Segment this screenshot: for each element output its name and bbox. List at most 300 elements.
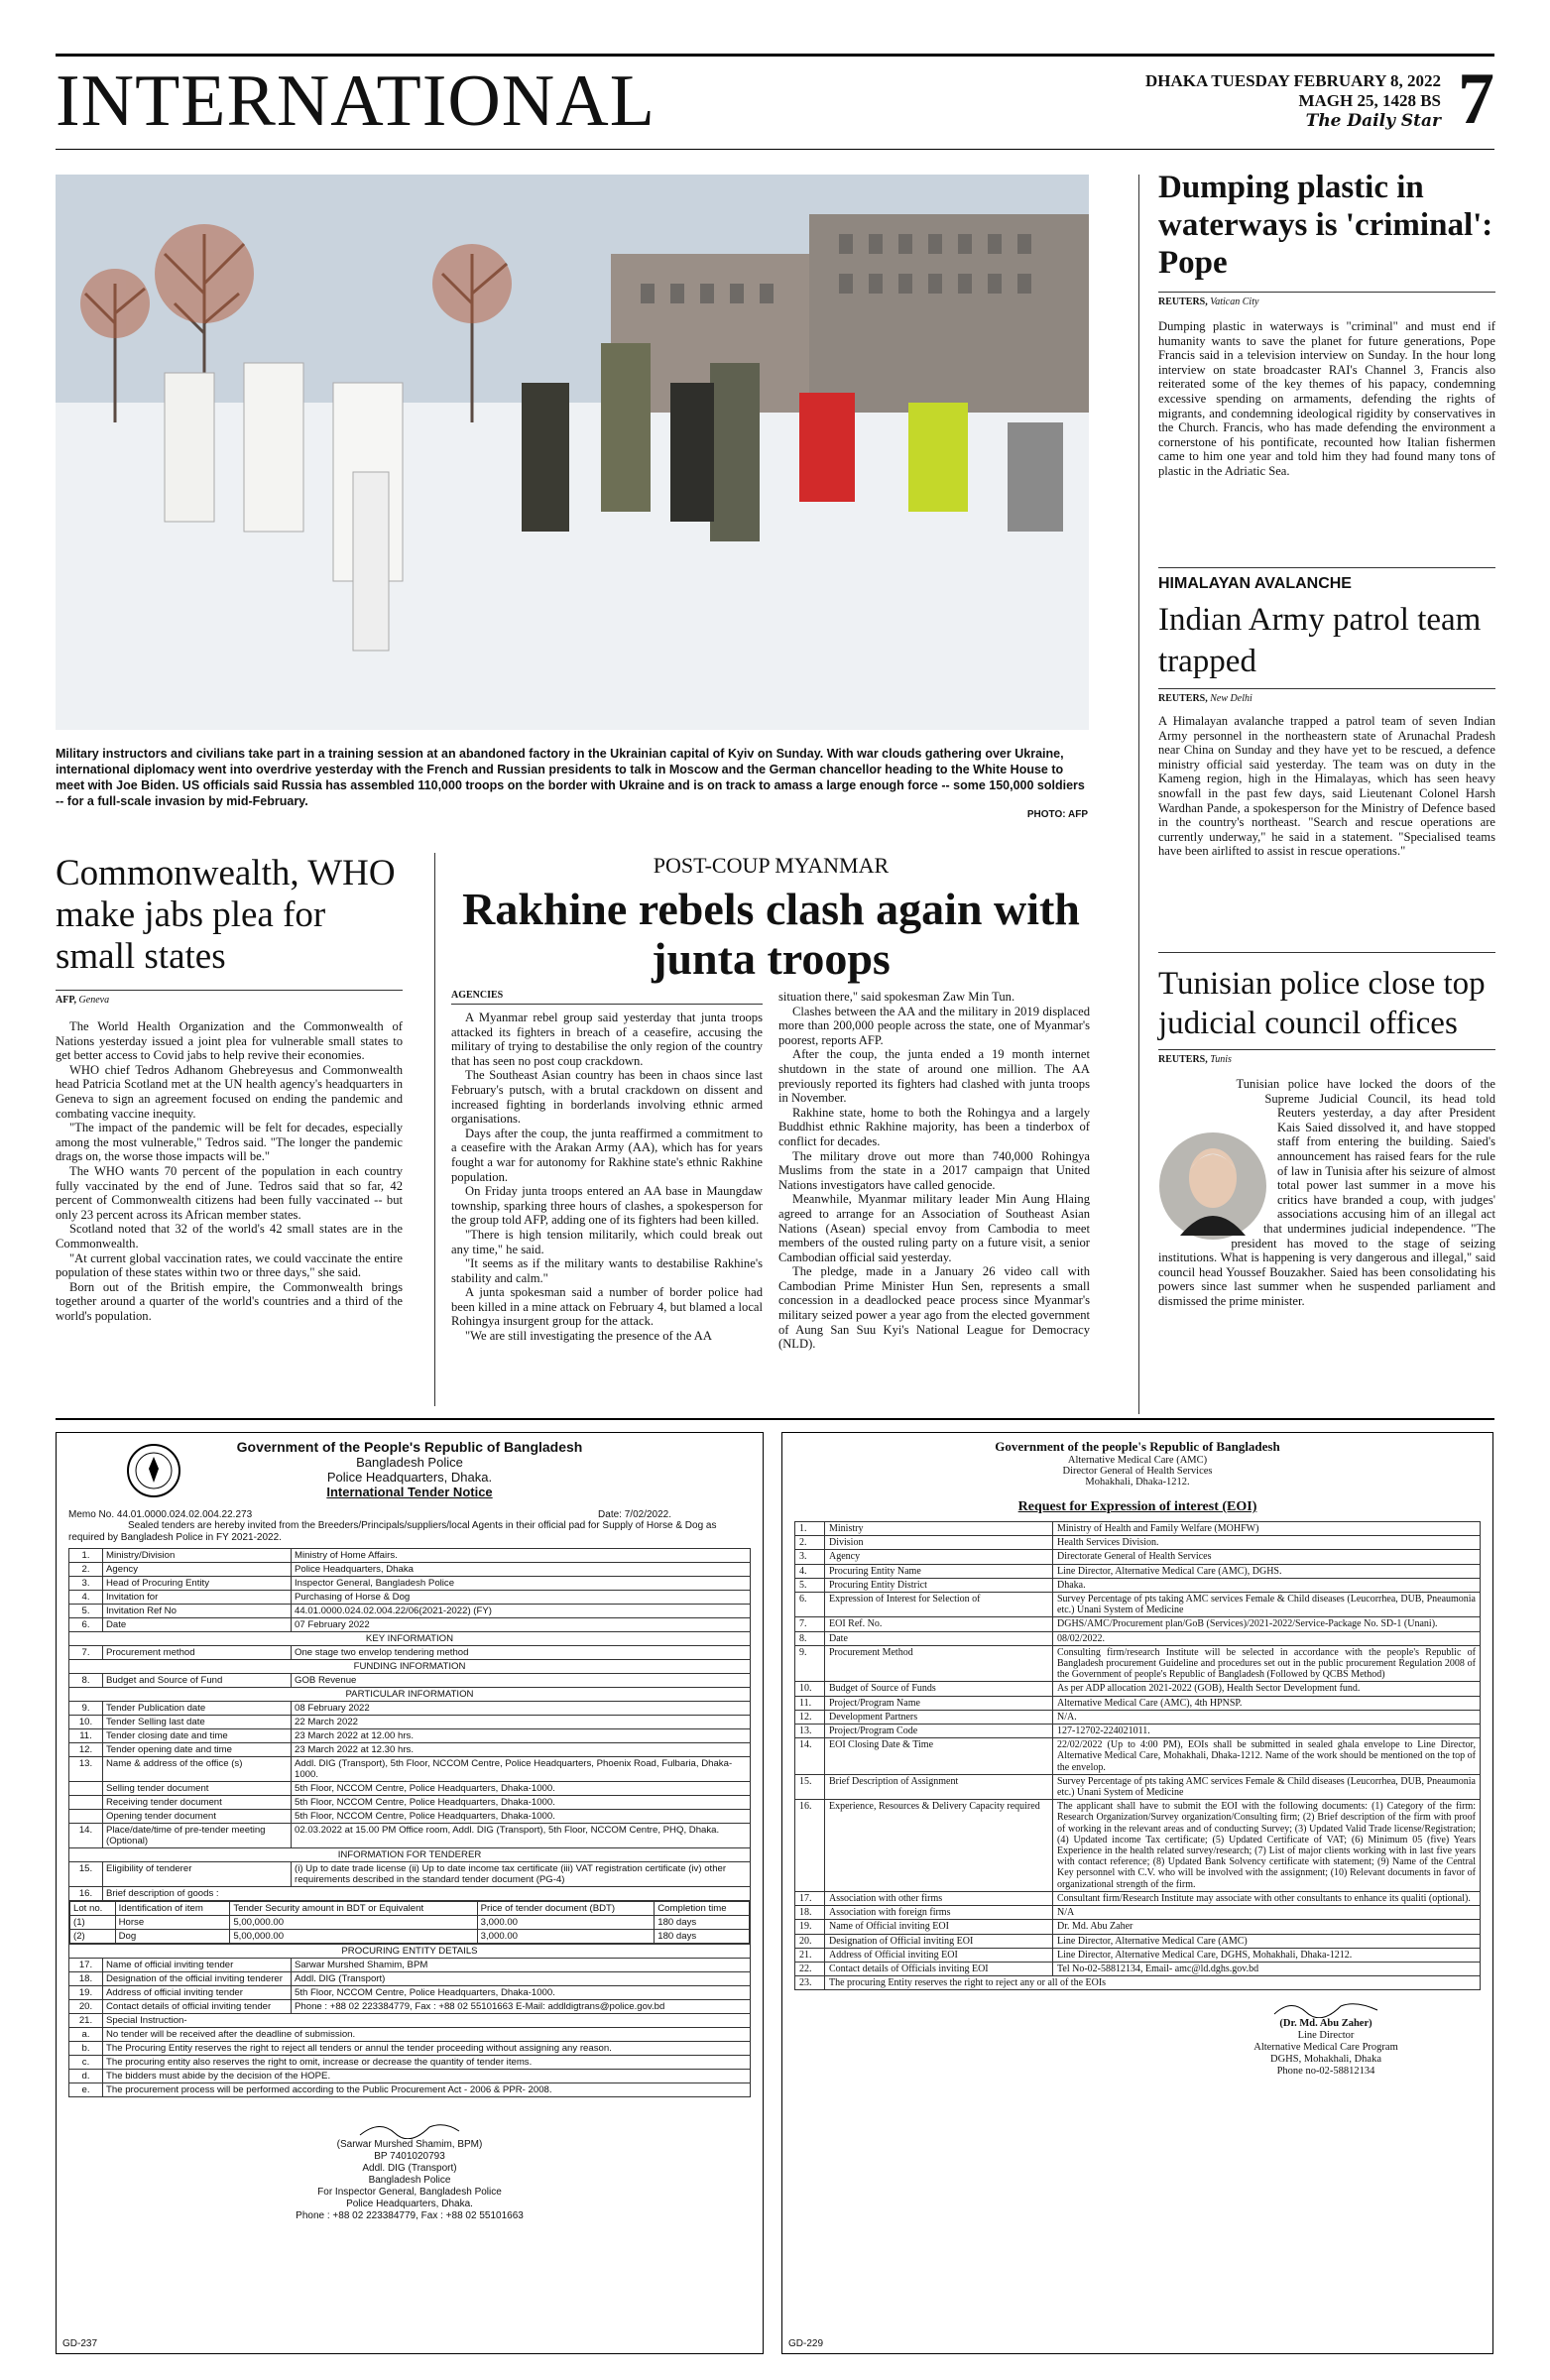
tender2-l3: Mohakhali, Dhaka-1212.	[1085, 1477, 1190, 1488]
table-row	[69, 1577, 751, 1591]
table-cell	[69, 1782, 103, 1796]
table-cell: 18.	[69, 1972, 103, 1986]
table-row	[795, 1774, 1481, 1799]
tender2-l2: Director General of Health Services	[1062, 1466, 1213, 1477]
table-cell: 19.	[69, 1986, 103, 2000]
who-paragraph: "The impact of the pandemic will be felt for decades, especially among the most vulnerable," Tedros said. "The longer the pandemic drags on, the worse those impacts will be."	[56, 1121, 403, 1164]
table-row	[69, 1591, 751, 1605]
pope-body: Dumping plastic in waterways is "criminal" and must end if humanity wants to save the planet for future generations, Pope Francis said in a television interview on Sunday. In the hour long interview on state broadcaster RAI's Channel 3, Francis also reiterated some of the key themes of his papacy, condemning excessive spending on armaments, defending the rights of migrants, and condemning ideological rigidity by conservatives in the Church. Francis, who has made defending the environment a cornerstone of his pontificate, recounted how Italian fishermen came to him one year and told him they had found many tons of plastic in the Adriatic Sea.	[1158, 319, 1495, 478]
table-row	[795, 1710, 1481, 1724]
myanmar-byline: AGENCIES	[451, 990, 763, 1005]
table-row	[795, 1550, 1481, 1564]
table-cell: d.	[69, 2070, 103, 2083]
table-cell: (i) Up to date trade license (ii) Up to date income tax certificate (iii) VAT registration certificate (iv) other requirements described in the standard tender document (PG-4)	[292, 1862, 751, 1887]
table-cell: 21.	[795, 1948, 825, 1962]
table-row	[69, 1743, 751, 1757]
table-cell: 15.	[795, 1774, 825, 1799]
table-row	[795, 1920, 1481, 1934]
table-cell: 16.	[795, 1800, 825, 1892]
table-cell: 08/02/2022.	[1053, 1631, 1481, 1645]
table-row	[795, 1578, 1481, 1592]
section-header: INFORMATION FOR TENDERER	[69, 1848, 751, 1862]
who-byline	[56, 990, 403, 1006]
signature-scribble	[68, 2117, 751, 2139]
table-cell: 22.	[795, 1962, 825, 1975]
table-cell: 1.	[69, 1549, 103, 1563]
date-line-1: DHAKA TUESDAY FEBRUARY 8, 2022	[1144, 71, 1441, 90]
table-cell: (2)	[70, 1930, 116, 1944]
table-cell: 12.	[69, 1743, 103, 1757]
pope-story	[1158, 169, 1495, 479]
tender1-sign-line: Addl. DIG (Transport)	[362, 2163, 457, 2174]
avalanche-byline-place: New Delhi	[1210, 693, 1252, 704]
table-row	[795, 1696, 1481, 1710]
table-cell: Addl. DIG (Transport), 5th Floor, NCCOM Centre, Police Headquarters, Phoenix Road, Fulbaria, Dhaka-1000.	[292, 1757, 751, 1782]
table-cell: 2.	[69, 1563, 103, 1577]
pope-byline	[1158, 292, 1495, 307]
table-cell: 4.	[795, 1564, 825, 1578]
table-cell: 5.	[69, 1605, 103, 1618]
table-cell: 5th Floor, NCCOM Centre, Police Headquarters, Dhaka-1000.	[292, 1810, 751, 1824]
table-cell: 7.	[69, 1646, 103, 1660]
who-paragraph: Born out of the British empire, the Commonwealth brings together around a quarter of the world's countries and a third of the world's population.	[56, 1279, 403, 1323]
table-cell: 23 March 2022 at 12.30 hrs.	[292, 1743, 751, 1757]
table-cell: 5,00,000.00	[230, 1916, 477, 1930]
table-cell: The procuring entity also reserves the right to omit, increase or decrease the quantity of tender items.	[103, 2056, 751, 2070]
table-cell: Procuring Entity Name	[825, 1564, 1053, 1578]
tender1-table	[68, 1548, 751, 2097]
table-cell: 22/02/2022 (Up to 4:00 PM), EOIs shall be submitted in sealed ghala envelope to Line Director, Alternative Medical Care, Mohakhali, Dhaka-1212. Name of the work should be mentioned on the top of the envelop.	[1053, 1738, 1481, 1775]
snow-scene-illustration	[56, 175, 1089, 730]
table-cell: GOB Revenue	[292, 1674, 751, 1688]
section-header: KEY INFORMATION	[69, 1632, 751, 1646]
table-cell: 02.03.2022 at 15.00 PM Office room, Addl. DIG (Transport), 5th Floor, NCCOM Centre, PHQ, Dhaka.	[292, 1824, 751, 1848]
table-cell: Price of tender document (BDT)	[477, 1902, 655, 1916]
table-cell: 14.	[795, 1738, 825, 1775]
table-row	[69, 1660, 751, 1674]
table-cell: b.	[69, 2042, 103, 2056]
who-headline: Commonwealth, WHO make jabs plea for small states	[56, 853, 396, 977]
table-cell: Identification of item	[115, 1902, 230, 1916]
tender1-sign-line: Phone : +88 02 223384779, Fax : +88 02 55101663	[296, 2210, 524, 2221]
tender2-signature	[1171, 1998, 1481, 2078]
date-line-2: MAGH 25, 1428 BS	[1298, 91, 1441, 110]
table-cell: 22 March 2022	[292, 1716, 751, 1729]
top-rule	[56, 54, 1494, 57]
table-cell: Contact details of official inviting tender	[103, 2000, 292, 2014]
tender1-date: Date: 7/02/2022.	[598, 1509, 671, 1520]
table-row	[69, 1810, 751, 1824]
amc-eoi-notice	[781, 1432, 1493, 2354]
table-cell: Place/date/time of pre-tender meeting (Optional)	[103, 1824, 292, 1848]
table-row	[795, 1645, 1481, 1682]
table-row	[69, 1945, 751, 1959]
table-row	[795, 1631, 1481, 1645]
table-row	[69, 1986, 751, 2000]
tender2-l1: Alternative Medical Care (AMC)	[1067, 1455, 1208, 1466]
table-cell: Horse	[115, 1916, 230, 1930]
tender1-gd: GD-237	[62, 2338, 98, 2349]
table-cell: 21.	[69, 2014, 103, 2028]
table-cell: As per ADP allocation 2021-2022 (GOB), Health Sector Development fund.	[1053, 1682, 1481, 1696]
myanmar-paragraph: On Friday junta troops entered an AA base in Maungdaw township, sparking three hours of clashes, a spokesperson for the group told AFP, adding one of its fighters had been killed.	[451, 1184, 763, 1228]
table-cell: The Procuring Entity reserves the right to reject all tenders or annul the tender proceeding without assigning any reason.	[103, 2042, 751, 2056]
table-row	[69, 1549, 751, 1563]
table-row	[795, 1800, 1481, 1892]
tender1-sign-line: (Sarwar Murshed Shamim, BPM)	[336, 2139, 483, 2150]
tender1-gov: Government of the People's Republic of Bangladesh	[236, 1439, 583, 1455]
table-cell: 7.	[795, 1617, 825, 1631]
table-cell: The procurement process will be performed according to the Public Procurement Act - 2006 & PPR- 2008.	[103, 2083, 751, 2097]
myanmar-paragraph: Meanwhile, Myanmar military leader Min Aung Hlaing agreed to arrange for an Association of Southeast Asian Nations (Asean) special envoy from Cambodia to meet members of the ousted ruling party on a future visit, a senior Cambodian official said yesterday.	[778, 1192, 1090, 1264]
table-row	[69, 1848, 751, 1862]
myanmar-paragraph: A Myanmar rebel group said yesterday that junta troops attacked its fighters in breach of a ceasefire, accusing the military of trying to destabilise the only region of the country that has seen no post coup crackdown.	[451, 1011, 763, 1068]
tender2-sign-line: DGHS, Mohakhali, Dhaka	[1270, 2054, 1381, 2066]
avalanche-byline-agency: REUTERS,	[1158, 693, 1208, 704]
table-row	[69, 1702, 751, 1716]
table-row	[795, 1617, 1481, 1631]
table-cell: Budget of Source of Funds	[825, 1682, 1053, 1696]
table-cell: Survey Percentage of pts taking AMC services Female & Child diseases (Leucorrhea, DUB, Pneaumonia etc.) Unani System of Medicine	[1053, 1593, 1481, 1617]
table-cell: Name & address of the office (s)	[103, 1757, 292, 1782]
table-cell: The bidders must abide by the decision of the HOPE.	[103, 2070, 751, 2083]
tender2-gov: Government of the people's Republic of Bangladesh	[995, 1439, 1280, 1454]
table-cell: Address of official inviting tender	[103, 1986, 292, 2000]
table-cell: 3.	[69, 1577, 103, 1591]
tender1-org1: Bangladesh Police	[356, 1455, 463, 1470]
ads-rule	[56, 1418, 1494, 1420]
photo-credit: PHOTO: AFP	[1026, 809, 1088, 820]
table-row	[69, 2056, 751, 2070]
avalanche-story	[1158, 575, 1495, 859]
who-byline-agency: AFP,	[56, 995, 77, 1006]
who-paragraph: Scotland noted that 32 of the world's 42 small states are in the Commonwealth.	[56, 1222, 403, 1250]
goods-cell	[69, 1901, 751, 1945]
table-cell: 15.	[69, 1862, 103, 1887]
who-paragraph: The WHO wants 70 percent of the population in each country fully vaccinated by the end of June. Tedros said that so far, 42 percent of Commonwealth citizens had been fully vaccinated -- but only 23 percent across its African member states.	[56, 1163, 403, 1222]
table-cell: 5th Floor, NCCOM Centre, Police Headquarters, Dhaka-1000.	[292, 1796, 751, 1810]
table-row	[69, 1632, 751, 1646]
table-cell: 6.	[795, 1593, 825, 1617]
table-row	[795, 1906, 1481, 1920]
portrait-illustration	[1158, 1127, 1267, 1246]
table-cell: a.	[69, 2028, 103, 2042]
table-cell: 3,000.00	[477, 1930, 655, 1944]
table-cell: No tender will be received after the deadline of submission.	[103, 2028, 751, 2042]
table-cell: Ministry	[825, 1522, 1053, 1536]
table-cell: Tender Selling last date	[103, 1716, 292, 1729]
who-paragraph: The World Health Organization and the Commonwealth of Nations yesterday issued a joint plea for vulnerable small states to get better access to Covid jabs to help revive their economies.	[56, 1019, 403, 1063]
myanmar-paragraph: After the coup, the junta ended a 19 month internet shutdown in the state of around one million. The AA previously reported its fighters had clashed with junta troops in November.	[778, 1047, 1090, 1106]
table-cell: Inspector General, Bangladesh Police	[292, 1577, 751, 1591]
table-cell: 4.	[69, 1591, 103, 1605]
table-cell: 14.	[69, 1824, 103, 1848]
goods-table	[69, 1901, 750, 1944]
myanmar-col-1	[451, 990, 763, 1352]
table-row	[69, 1605, 751, 1618]
table-cell: Contact details of Officials inviting EOI	[825, 1962, 1053, 1975]
table-cell: 2.	[795, 1536, 825, 1550]
table-cell: 180 days	[655, 1916, 750, 1930]
table-row	[795, 1962, 1481, 1975]
myanmar-paragraph: Days after the coup, the junta reaffirmed a commitment to a ceasefire with the Arakan Army (AA), which has for years fought a war for autonomy for Rakhine state's ethnic Rakhine population.	[451, 1126, 763, 1184]
table-cell: Association with foreign firms	[825, 1906, 1053, 1920]
sidebar-rule	[1158, 567, 1495, 568]
table-cell: 23.	[795, 1976, 825, 1990]
table-cell: Lot no.	[70, 1902, 116, 1916]
table-row	[69, 1782, 751, 1796]
myanmar-columns	[451, 990, 1091, 1352]
table-cell: 180 days	[655, 1930, 750, 1944]
avalanche-body: A Himalayan avalanche trapped a patrol team of seven Indian Army personnel in the northeastern state of Arunachal Pradesh near China on Sunday and they have yet to be rescued, a defence ministry official said yesterday. The team was on duty in the Kameng region, high in the Himalayas, which has seen heavy snowfall in the past few days, said Lieutenant Colonel Harsh Wardhan Pande, a spokesperson for the Ministry of Defence based in the country's northeast. "Search and rescue operations are currently underway," he said in a statement. "Specialised teams have been airlifted to assist in rescue operations."	[1158, 714, 1495, 859]
table-cell: Consultant firm/Research Institute may associate with other consultants to enhance its qualiti (optional).	[1053, 1891, 1481, 1905]
myanmar-story	[451, 853, 1091, 1352]
table-cell: Ministry/Division	[103, 1549, 292, 1563]
table-cell: Association with other firms	[825, 1891, 1053, 1905]
table-cell: Tel No-02-58812134, Email- amc@ld.dghs.gov.bd	[1053, 1962, 1481, 1975]
myanmar-paragraph: The pledge, made in a January 26 video call with Cambodian Prime Minister Hun Sen, represents a small concession in a deadlocked peace process since Myanmar's military seized power a year ago from the elected government of Aung San Suu Kyi's National League for Democracy (NLD).	[778, 1264, 1090, 1352]
table-row	[795, 1536, 1481, 1550]
tunisia-story	[1158, 964, 1495, 1309]
table-row	[69, 1716, 751, 1729]
tender2-sign-line: Line Director	[1297, 2030, 1355, 2042]
table-cell: 8.	[795, 1631, 825, 1645]
table-row	[795, 1976, 1481, 1990]
table-cell: Name of Official inviting EOI	[825, 1920, 1053, 1934]
table-cell: Dhaka.	[1053, 1578, 1481, 1592]
column-divider	[434, 853, 435, 1406]
table-cell: Police Headquarters, Dhaka	[292, 1563, 751, 1577]
table-cell: 17.	[69, 1959, 103, 1972]
table-row	[69, 1757, 751, 1782]
table-cell: Opening tender document	[103, 1810, 292, 1824]
tender1-org2: Police Headquarters, Dhaka.	[326, 1470, 493, 1485]
table-cell: Purchasing of Horse & Dog	[292, 1591, 751, 1605]
table-cell: Budget and Source of Fund	[103, 1674, 292, 1688]
myanmar-paragraph: "There is high tension militarily, which could break out any time," he said.	[451, 1227, 763, 1256]
who-story	[56, 853, 403, 1323]
table-row	[69, 1862, 751, 1887]
table-cell: Ministry of Home Affairs.	[292, 1549, 751, 1563]
tunisia-byline-place: Tunis	[1210, 1054, 1232, 1065]
avalanche-kicker: HIMALAYAN AVALANCHE	[1158, 575, 1352, 592]
table-cell: Directorate General of Health Services	[1053, 1550, 1481, 1564]
table-cell: 20.	[795, 1934, 825, 1948]
table-cell: Line Director, Alternative Medical Care (AMC), DGHS.	[1053, 1564, 1481, 1578]
paper-name: The Daily Star	[1305, 111, 1441, 131]
table-cell: Project/Program Code	[825, 1725, 1053, 1738]
myanmar-paragraph: "It seems as if the military wants to destabilise Rakhine's stability and calm."	[451, 1256, 763, 1285]
table-cell: Experience, Resources & Delivery Capacity required	[825, 1800, 1053, 1892]
tunisia-byline	[1158, 1049, 1495, 1065]
section-header: PROCURING ENTITY DETAILS	[69, 1945, 751, 1959]
table-cell: 11.	[795, 1696, 825, 1710]
table-cell: 127-12702-224021011.	[1053, 1725, 1481, 1738]
table-cell: Expression of Interest for Selection of	[825, 1593, 1053, 1617]
table-row	[70, 1916, 750, 1930]
table-cell: Brief description of goods :	[103, 1887, 751, 1901]
table-row	[69, 1646, 751, 1660]
section-title: INTERNATIONAL	[56, 60, 656, 142]
table-cell: Procurement Method	[825, 1645, 1053, 1682]
table-cell: Division	[825, 1536, 1053, 1550]
table-cell: Name of official inviting tender	[103, 1959, 292, 1972]
table-cell: Head of Procuring Entity	[103, 1577, 292, 1591]
tender1-intro: Sealed tenders are hereby invited from the Breeders/Principals/suppliers/local Agents in their official pad for Supply of Horse & Dog as required by Bangladesh Police in FY 2021-2022.	[68, 1520, 717, 1543]
pope-headline: Dumping plastic in waterways is 'criminal': Pope	[1158, 170, 1493, 281]
table-cell: Special Instruction-	[103, 2014, 751, 2028]
table-cell: One stage two envelop tendering method	[292, 1646, 751, 1660]
table-cell: Addl. DIG (Transport)	[292, 1972, 751, 1986]
table-cell: 10.	[795, 1682, 825, 1696]
table-row	[69, 1563, 751, 1577]
table-cell: 17.	[795, 1891, 825, 1905]
table-cell: Date	[103, 1618, 292, 1632]
table-row	[69, 1824, 751, 1848]
myanmar-paragraph: A junta spokesman said a number of border police had been killed in a mine attack on February 4, but blamed a local Rohingya insurgent group for the attack.	[451, 1285, 763, 1329]
who-body	[56, 1019, 403, 1323]
tender2-sign-line: Alternative Medical Care Program	[1253, 2042, 1398, 2054]
table-cell: The procuring Entity reserves the right to reject any or all of the EOIs	[825, 1976, 1481, 1990]
table-row	[795, 1948, 1481, 1962]
pope-byline-place: Vatican City	[1210, 297, 1259, 307]
table-row	[69, 1688, 751, 1702]
tender2-sign-line: Phone no-02-58812134	[1276, 2066, 1375, 2078]
table-cell: EOI Ref. No.	[825, 1617, 1053, 1631]
myanmar-paragraph: The Southeast Asian country has been in chaos since last February's putsch, with a brutal crackdown on dissent and increased fighting in borderlands involving ethnic armed organisations.	[451, 1068, 763, 1127]
tender1-sign-line: Police Headquarters, Dhaka.	[346, 2199, 473, 2209]
table-row	[69, 1674, 751, 1688]
table-row	[70, 1930, 750, 1944]
tender1-memo: Memo No. 44.01.0000.024.02.004.22.273	[68, 1509, 253, 1520]
myanmar-paragraph: The military drove out more than 740,000 Rohingya Muslims from the state in a 2017 campaign that United Nations investigators have called genocide.	[778, 1148, 1090, 1192]
table-cell: Designation of Official inviting EOI	[825, 1934, 1053, 1948]
signature-icon	[350, 2117, 469, 2139]
table-cell: Tender Publication date	[103, 1702, 292, 1716]
table-row	[69, 2000, 751, 2014]
tender2-gd: GD-229	[788, 2338, 824, 2349]
photo-caption: Military instructors and civilians take part in a training session at an abandoned factory in the Ukrainian capital of Kyiv on Sunday. With war clouds gathering over Ukraine, international diplomacy went into overdrive yesterday with the French and Russian presidents to talk in Moscow and the German chancellor heading to the White House to meet with Joe Biden. US officials said Russia has assembled 110,000 troops on the border with Ukraine and is on track to amass a large enough force -- some 150,000 soldiers -- for a full-scale invasion by mid-February.	[56, 747, 1085, 808]
table-cell: Consulting firm/research Institute will be selected in accordance with the people's Republic of Bangladesh procurement Guideline and procedures set out in the public procurement Regulation 2008 of the Government of people's Republic of Bangladesh (Followed by QCBS Method)	[1053, 1645, 1481, 1682]
section-header: PARTICULAR INFORMATION	[69, 1688, 751, 1702]
signature-scribble	[1171, 1998, 1481, 2018]
table-cell: Tender Security amount in BDT or Equivalent	[230, 1902, 477, 1916]
table-cell: Completion time	[655, 1902, 750, 1916]
tender2-title: Request for Expression of interest (EOI)	[1017, 1499, 1257, 1514]
table-cell	[69, 1810, 103, 1824]
table-cell: Procuring Entity District	[825, 1578, 1053, 1592]
who-paragraph: WHO chief Tedros Adhanom Ghebreyesus and Commonwealth head Patricia Scotland met at the UN health agency's headquarters in Geneva to sign an agreement focused on ending the pandemic and combating vaccine inequity.	[56, 1062, 403, 1121]
table-cell: The applicant shall have to submit the EOI with the following documents: (1) Category of the firm: Research Organization/Survey organization/Consulting firm; (2) Brief description of the firm with proof of working in the relevant areas and of conducting Survey; (3) Updated Valid Trade license/Registration; (4) Updated income Tax certificate; (5) Updated Certificate of VAT; (6) Minimum 05 (five) Years Experience in the health related survey/research; (7) List of major clients working with in last five years with contact reference; (8) Updated Bank Solvency certificate with statement; (9) Name of the Central Key personnel with C.V. who will be involved with the assignment; (10) Relevant documents in favor of organizational strength of the firm.	[1053, 1800, 1481, 1892]
table-row	[69, 1729, 751, 1743]
table-cell: Survey Percentage of pts taking AMC services Female & Child diseases (Leucorrhea, DUB, Pneaumonia etc.) Unani System of Medicine	[1053, 1774, 1481, 1799]
myanmar-headline: Rakhine rebels clash again with junta troops	[462, 884, 1080, 984]
tunisia-headline: Tunisian police close top judicial council offices	[1158, 966, 1486, 1041]
page-number: 7	[1458, 59, 1494, 140]
table-cell: 07 February 2022	[292, 1618, 751, 1632]
table-cell: Receiving tender document	[103, 1796, 292, 1810]
tender1-signature	[68, 2117, 751, 2222]
table-cell: 5.	[795, 1578, 825, 1592]
table-cell: Ministry of Health and Family Welfare (MOHFW)	[1053, 1522, 1481, 1536]
president-portrait	[1158, 1127, 1267, 1246]
table-cell: Sarwar Murshed Shamim, BPM	[292, 1959, 751, 1972]
tender1-sign-line: For Inspector General, Bangladesh Police	[317, 2187, 502, 2198]
table-cell: N/A	[1053, 1906, 1481, 1920]
masthead-rule	[56, 149, 1494, 150]
who-paragraph: "At current global vaccination rates, we could vaccinate the entire population of these states within two or three days," she said.	[56, 1250, 403, 1280]
table-row	[69, 1796, 751, 1810]
table-cell	[69, 1796, 103, 1810]
table-row	[69, 2042, 751, 2056]
table-row	[69, 2028, 751, 2042]
table-cell: 3,000.00	[477, 1916, 655, 1930]
tender2-table	[794, 1521, 1481, 1990]
table-cell: Eligibility of tenderer	[103, 1862, 292, 1887]
table-row	[795, 1593, 1481, 1617]
table-cell: Brief Description of Assignment	[825, 1774, 1053, 1799]
who-byline-place: Geneva	[78, 995, 110, 1006]
table-cell: Tender closing date and time	[103, 1729, 292, 1743]
table-cell: 44.01.0000.024.02.004.22/06(2021-2022) (FY)	[292, 1605, 751, 1618]
table-cell: Procurement method	[103, 1646, 292, 1660]
signature-icon	[1266, 1998, 1385, 2018]
table-cell: Designation of the official inviting tenderer	[103, 1972, 292, 1986]
emblem-icon	[126, 1443, 181, 1498]
table-cell: Tender opening date and time	[103, 1743, 292, 1757]
myanmar-paragraph: Clashes between the AA and the military in 2019 displaced more than 200,000 people across the state, one of Myanmar's poorest, reports AFP.	[778, 1004, 1090, 1047]
pope-byline-agency: REUTERS,	[1158, 297, 1208, 307]
dateline	[1145, 71, 1441, 131]
myanmar-kicker: POST-COUP MYANMAR	[653, 853, 890, 878]
table-cell: Address of Official inviting EOI	[825, 1948, 1053, 1962]
table-cell: EOI Closing Date & Time	[825, 1738, 1053, 1775]
table-cell: Dog	[115, 1930, 230, 1944]
table-cell: e.	[69, 2083, 103, 2097]
myanmar-paragraph: "We are still investigating the presence of the AA	[465, 1329, 712, 1344]
police-tender-notice	[56, 1432, 764, 2354]
table-row	[795, 1682, 1481, 1696]
table-cell: Invitation Ref No	[103, 1605, 292, 1618]
table-row	[69, 1901, 751, 1945]
table-cell: Selling tender document	[103, 1782, 292, 1796]
table-row	[795, 1891, 1481, 1905]
table-cell: Alternative Medical Care (AMC), 4th HPNSP.	[1053, 1696, 1481, 1710]
table-row	[69, 1959, 751, 1972]
table-cell: 9.	[795, 1645, 825, 1682]
table-cell: Line Director, Alternative Medical Care (AMC)	[1053, 1934, 1481, 1948]
table-cell: 13.	[69, 1757, 103, 1782]
table-cell: Phone : +88 02 223384779, Fax : +88 02 55101663 E-Mail: addldigtrans@police.gov.bd	[292, 2000, 751, 2014]
table-cell: 12.	[795, 1710, 825, 1724]
table-cell: 6.	[69, 1618, 103, 1632]
tunisia-body: Tunisian police have locked the doors of the Supreme Judicial Council, its head told Reuters yesterday, a day after President Kais Saied dissolved it, and have stopped staff from entering the building. Saied's announcement has raised fears for the rule of law in Tunisia after his seizure of almost total power last summer in a move his critics have branded a coup, with judges' associations accusing him of an illegal act that undermines judicial independence. "The president has moved to the stage of seizing institutions. What is happening is very dangerous and illegal," said council head Youssef Bouzakher. Saied has been consolidating his powers since last summer when he suspended parliament and dismissed the prime minister.	[1158, 1077, 1495, 1308]
table-row	[795, 1522, 1481, 1536]
tender1-title: International Tender Notice	[326, 1485, 493, 1499]
table-cell: Health Services Division.	[1053, 1536, 1481, 1550]
table-cell: 9.	[69, 1702, 103, 1716]
sidebar-divider	[1138, 175, 1139, 1414]
table-cell: 8.	[69, 1674, 103, 1688]
table-row	[69, 1887, 751, 1901]
table-row	[795, 1934, 1481, 1948]
table-cell: Agency	[103, 1563, 292, 1577]
table-cell: 11.	[69, 1729, 103, 1743]
table-cell: Agency	[825, 1550, 1053, 1564]
table-cell: 19.	[795, 1920, 825, 1934]
myanmar-paragraph: Rakhine state, home to both the Rohingya and a largely Buddhist ethnic Rakhine majority, has been a tinderbox of conflict for decades.	[778, 1105, 1090, 1148]
table-cell: Dr. Md. Abu Zaher	[1053, 1920, 1481, 1934]
